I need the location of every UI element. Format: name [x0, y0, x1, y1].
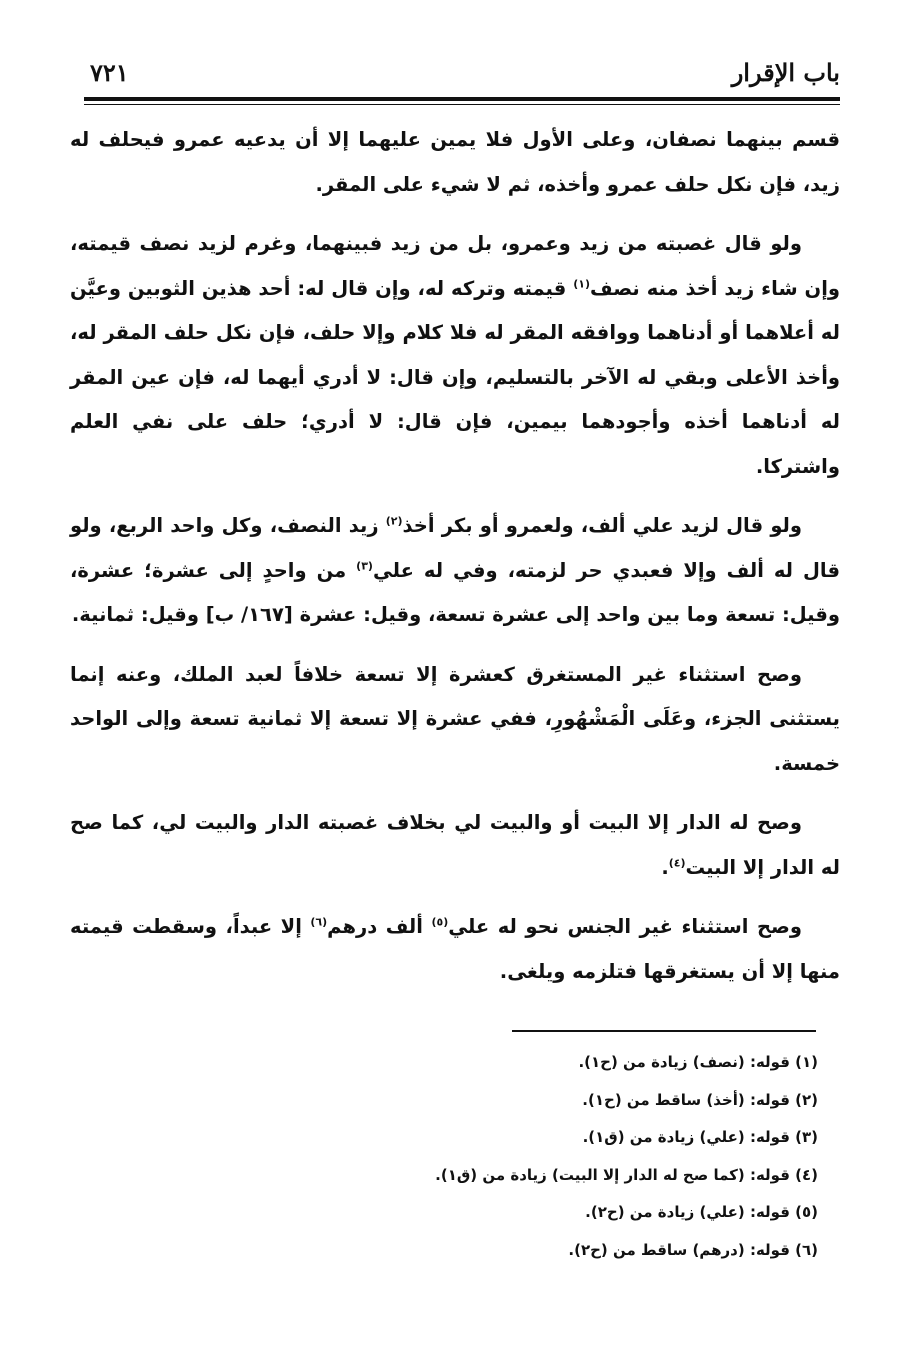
- footnote: (١) قوله: (نصف) زيادة من (ح١).: [578, 1053, 818, 1071]
- page-number: ٧٢١: [90, 58, 129, 87]
- footnote-marker: (٥): [431, 915, 449, 929]
- text-segment: وصح استثناء غير المستغرق كعشرة إلا تسعة خلافاً لعبد الملك، وعنه إنما يستثنى الجزء، وعَلَى الْمَشْهُورِ، ففي عشرة إلا تسعة إلا ثمانية تسعة وإلى الواحد خمسة.: [70, 662, 840, 775]
- text-segment: .: [661, 855, 669, 879]
- footnote: (٢) قوله: (أخذ) ساقط من (ح١).: [582, 1090, 818, 1109]
- footnote: (٦) قوله: (درهم) ساقط من (ح٢).: [568, 1240, 818, 1259]
- header-rule-thick: [84, 97, 840, 101]
- text-segment: إلا عبداً، وسقطت قيمته منها إلا أن يستغرقها فتلزمه ويلغى.: [70, 915, 840, 983]
- text-segment: زيد النصف، وكل واحد الربع، ولو قال له ألف وإلا فعبدي حر لزمته، وفي له علي: [70, 514, 840, 582]
- paragraph: [70, 504, 840, 638]
- text-segment: ولو قال لزيد علي ألف، ولعمرو أو بكر أخذ: [402, 514, 803, 537]
- footnote: (٣) قوله: (علي) زيادة من (ق١).: [582, 1128, 818, 1146]
- footnote-marker: (١): [573, 277, 590, 290]
- paragraph: [70, 118, 840, 207]
- paragraph: [70, 653, 840, 787]
- footnote-marker: (٣): [356, 559, 373, 572]
- header-rule-thin: [84, 104, 840, 105]
- text-segment: قسم بينهما نصفان، وعلى الأول فلا يمين عليهما إلا أن يدعيه عمرو فيحلف له زيد، فإن نكل حلف عمرو وأخذه، ثم لا شيء على المقر.: [70, 128, 840, 196]
- footnote: (٥) قوله: (علي) زيادة من (ح٢).: [585, 1203, 818, 1221]
- text-segment: ألف درهم: [327, 915, 432, 938]
- text-segment: وصح له الدار إلا البيت أو والبيت لي بخلاف غصبته الدار والبيت لي، كما صح له الدار إلا البيت: [70, 811, 840, 879]
- paragraph: [70, 905, 840, 994]
- text-segment: ولو قال غصبته من زيد وعمرو، بل من زيد فبينهما، وغرم لزيد نصف قيمته، وإن شاء زيد أخذ منه نصف: [70, 232, 840, 300]
- chapter-title: باب الإقرار: [731, 58, 840, 87]
- footnote: (٤) قوله: (كما صح له الدار إلا البيت) زيادة من (ق١).: [435, 1165, 818, 1184]
- paragraph: [70, 801, 840, 890]
- text-segment: وصح استثناء غير الجنس نحو له علي: [448, 915, 802, 938]
- footnote-marker: (٤): [668, 856, 686, 869]
- footnote-marker: (٢): [385, 514, 403, 528]
- footnote-separator: [512, 1030, 816, 1032]
- text-segment: من واحدٍ إلى عشرة؛ عشرة، وقيل: تسعة وما بين واحد إلى عشرة تسعة، وقيل: عشرة [١٦٧/ ب] وقيل: ثمانية.: [70, 558, 840, 626]
- paragraph: [70, 222, 840, 489]
- footnote-marker: (٦): [310, 915, 328, 929]
- page-header: [84, 58, 840, 98]
- text-segment: قيمته وتركه له، وإن قال له: أحد هذين الثوبين وعيَّن له أعلاهما أو أدناهما ووافقه المقر له فلا كلام وإلا حلف، فإن نكل حلف المقر له، وأخذ الأعلى وبقي له الآخر بالتسليم، وإن قال: لا أدري أيهما له، فإن عين المقر له أدناهما أخذه وأجودهما بيمين، فإن قال: لا أدري؛ حلف على نفي العلم واشتركا.: [70, 276, 840, 478]
- main-text: [70, 118, 840, 1009]
- footnotes: [118, 1044, 818, 1269]
